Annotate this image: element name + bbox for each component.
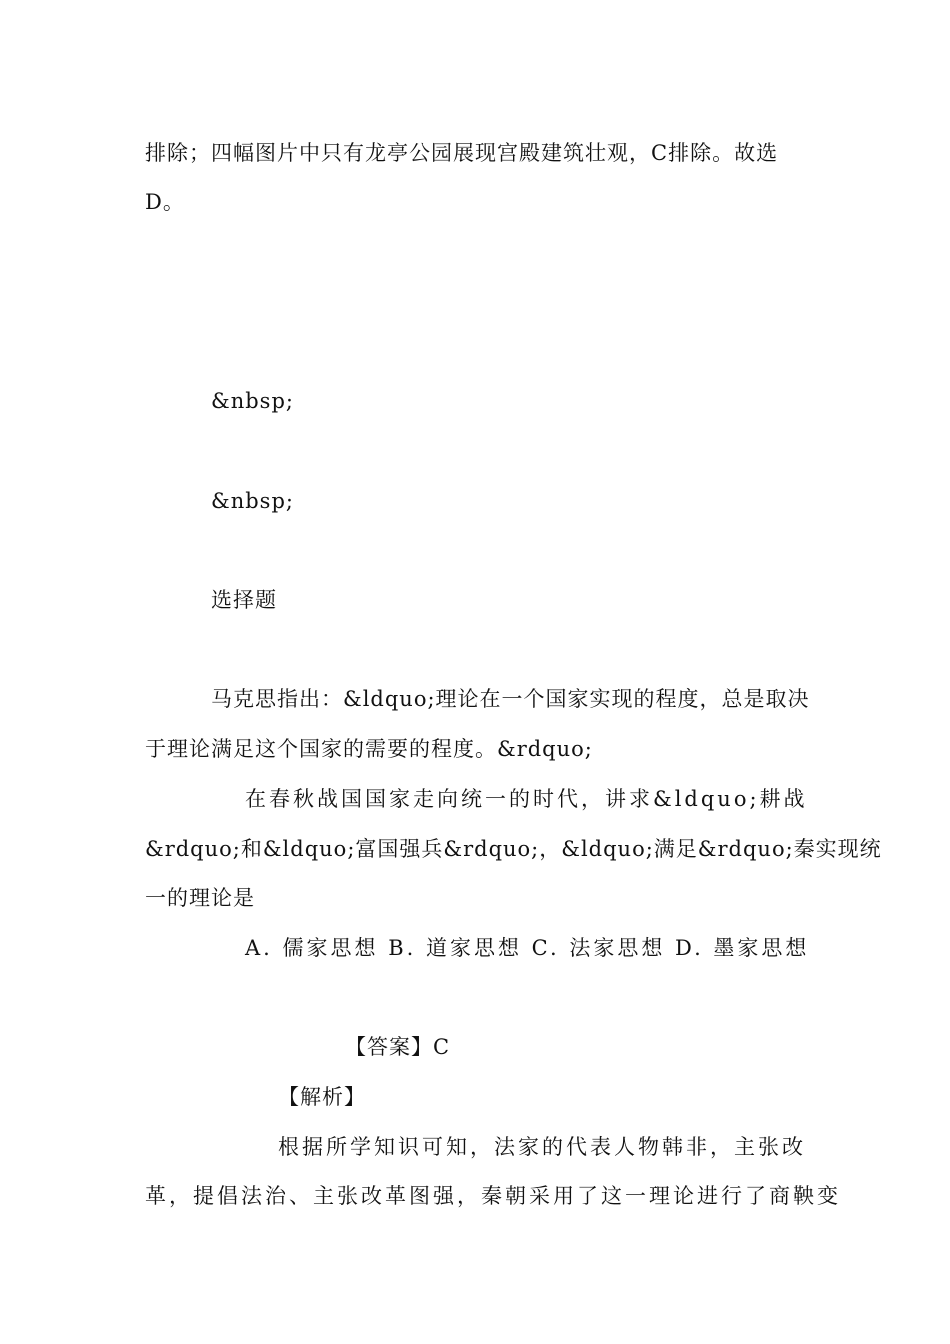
nbsp-line-2: &nbsp; (211, 489, 294, 513)
question-line-2: 于理论满足这个国家的需要的程度。&rdquo; (145, 737, 593, 761)
analysis-heading: 【解析】 (278, 1085, 366, 1109)
analysis-line-1: 根据所学知识可知，法家的代表人物韩非，主张改 (278, 1135, 806, 1159)
options-line: A. 儒家思想 B. 道家思想 C. 法家思想 D. 墨家思想 (245, 936, 810, 960)
section-heading: 选择题 (211, 588, 277, 612)
question-line-1: 马克思指出：&ldquo;理论在一个国家实现的程度，总是取决 (211, 687, 810, 711)
text-line-1: 排除；四幅图片中只有龙亭公园展现宫殿建筑壮观，C排除。故选 (145, 141, 779, 165)
question-line-3: 在春秋战国国家走向统一的时代，讲求&ldquo;耕战 (245, 787, 808, 811)
question-line-4: &rdquo;和&ldquo;富国强兵&rdquo;，&ldquo;满足&rdquo;秦实现统 (145, 837, 882, 861)
text-line-2: D。 (145, 190, 185, 214)
nbsp-line-1: &nbsp; (211, 389, 294, 413)
question-line-5: 一的理论是 (145, 886, 255, 910)
answer-line: 【答案】C (345, 1035, 451, 1059)
analysis-line-2: 革，提倡法治、主张改革图强，秦朝采用了这一理论进行了商鞅变 (145, 1184, 841, 1208)
